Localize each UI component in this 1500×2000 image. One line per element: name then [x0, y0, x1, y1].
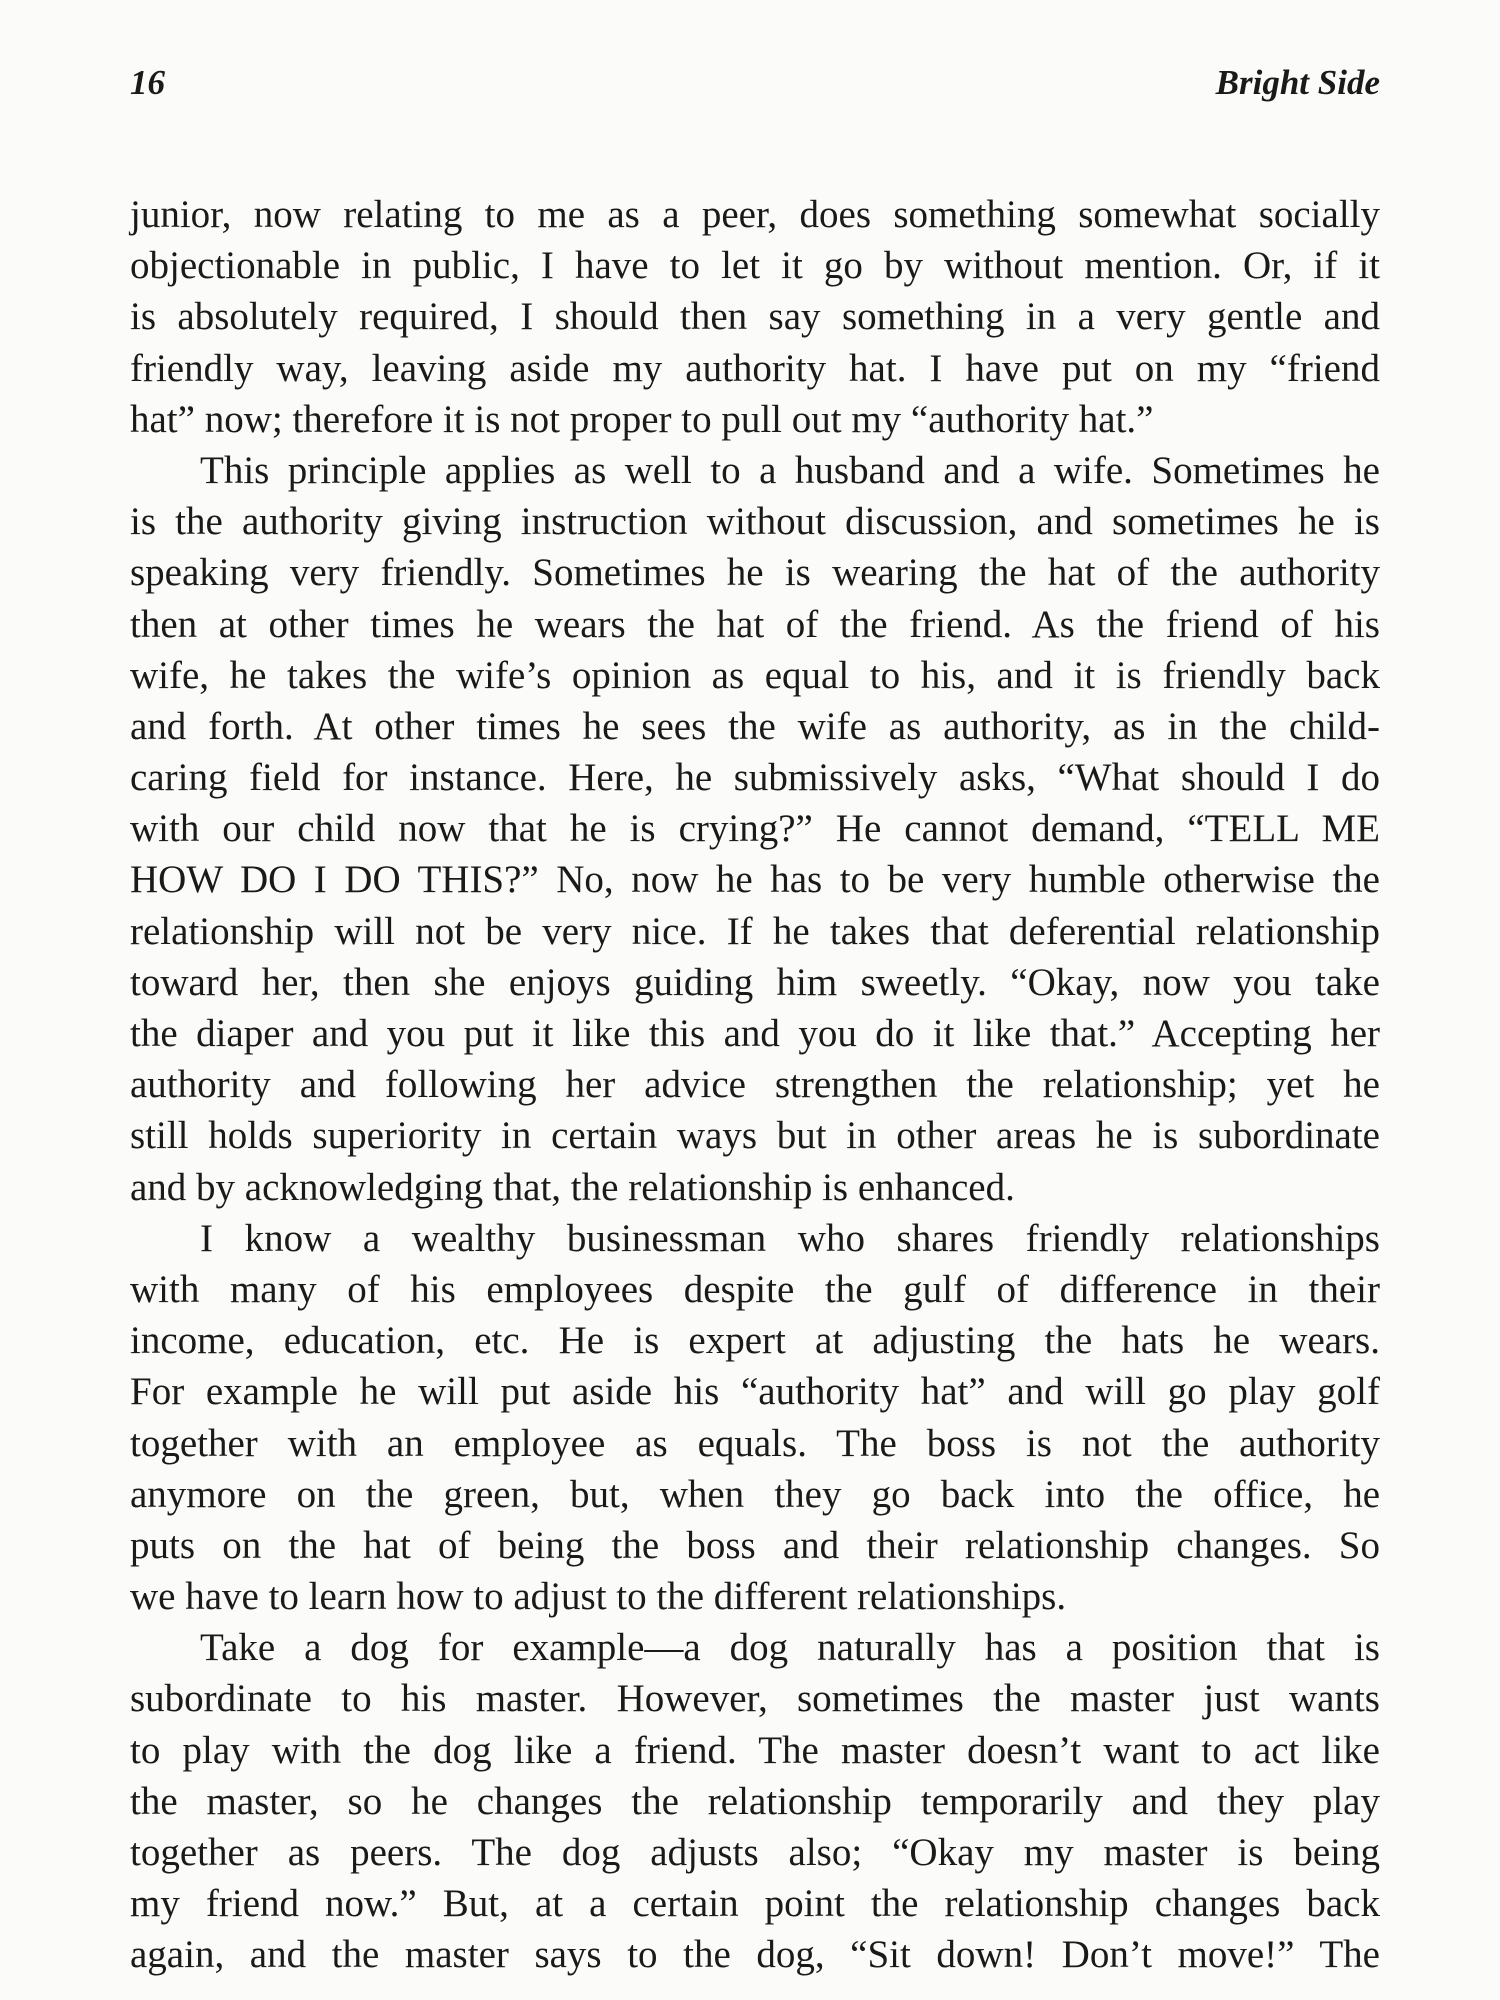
text-line: hat” now; therefore it is not proper to pull out my “authority hat.” [130, 397, 1154, 441]
text-line: Take a dog for example—a dog naturally has a position that is [200, 1626, 1380, 1670]
text-line: income, education, etc. He is expert at adjusting the hats he wears. [130, 1319, 1380, 1363]
text-line: friendly way, leaving aside my authority hat. I have put on my “friend [130, 346, 1380, 390]
text-line: wife, he takes the wife’s opinion as equal to his, and it is friendly back [130, 653, 1380, 697]
text-line: puts on the hat of being the boss and their relationship changes. So [130, 1523, 1380, 1567]
text-line: together with an employee as equals. The boss is not the authority [130, 1421, 1380, 1465]
text-line: toward her, then she enjoys guiding him sweetly. “Okay, now you take [130, 960, 1380, 1004]
text-line: relationship will not be very nice. If he takes that deferential relationship [130, 909, 1380, 953]
text-line: For example he will put aside his “authority hat” and will go play golf [130, 1370, 1380, 1414]
text-line: I know a wealthy businessman who shares friendly relationships [200, 1216, 1380, 1260]
text-line: junior, now relating to me as a peer, does something somewhat socially [130, 193, 1380, 236]
text-line: my friend now.” But, at a certain point the relationship changes back [130, 1882, 1380, 1926]
text-line: still holds superiority in certain ways but in other areas he is subordinate [130, 1114, 1380, 1158]
text-line: with many of his employees despite the gulf of difference in their [130, 1267, 1380, 1311]
body-text [130, 189, 1380, 1981]
text-line: with our child now that he is crying?” He cannot demand, “TELL ME [130, 807, 1380, 851]
text-line: caring field for instance. Here, he submissively asks, “What should I do [130, 756, 1380, 800]
text-line: and forth. At other times he sees the wife as authority, as in the child- [130, 704, 1380, 748]
page-number: 16 [130, 63, 165, 102]
text-line: This principle applies as well to a husband and a wife. Sometimes he [200, 448, 1380, 492]
text-line: together as peers. The dog adjusts also; “Okay my master is being [130, 1831, 1380, 1874]
text-line: speaking very friendly. Sometimes he is wearing the hat of the authority [130, 551, 1380, 595]
text-line: then at other times he wears the hat of the friend. As the friend of his [130, 602, 1380, 646]
book-title: Bright Side [1215, 63, 1380, 102]
text-line: to play with the dog like a friend. The master doesn’t want to act like [130, 1728, 1380, 1772]
text-line: objectionable in public, I have to let it go by without mention. Or, if it [130, 244, 1380, 288]
text-line: the master, so he changes the relationship temporarily and they play [130, 1779, 1380, 1823]
text-line: again, and the master says to the dog, “Sit down! Don’t move!” The [130, 1933, 1380, 1977]
text-line: anymore on the green, but, when they go back into the office, he [130, 1472, 1380, 1516]
text-line: subordinate to his master. However, sometimes the master just wants [130, 1677, 1380, 1721]
text-line: is the authority giving instruction without discussion, and sometimes he is [130, 500, 1380, 544]
running-head [130, 58, 1380, 108]
text-line: HOW DO I DO THIS?” No, now he has to be very humble otherwise the [130, 858, 1380, 902]
text-line: is absolutely required, I should then say something in a very gentle and [130, 295, 1380, 339]
text-line: the diaper and you put it like this and you do it like that.” Accepting her [130, 1012, 1380, 1055]
text-line: authority and following her advice strengthen the relationship; yet he [130, 1063, 1380, 1107]
text-line: and by acknowledging that, the relationship is enhanced. [130, 1165, 1015, 1209]
text-line: we have to learn how to adjust to the different relationships. [130, 1575, 1067, 1619]
